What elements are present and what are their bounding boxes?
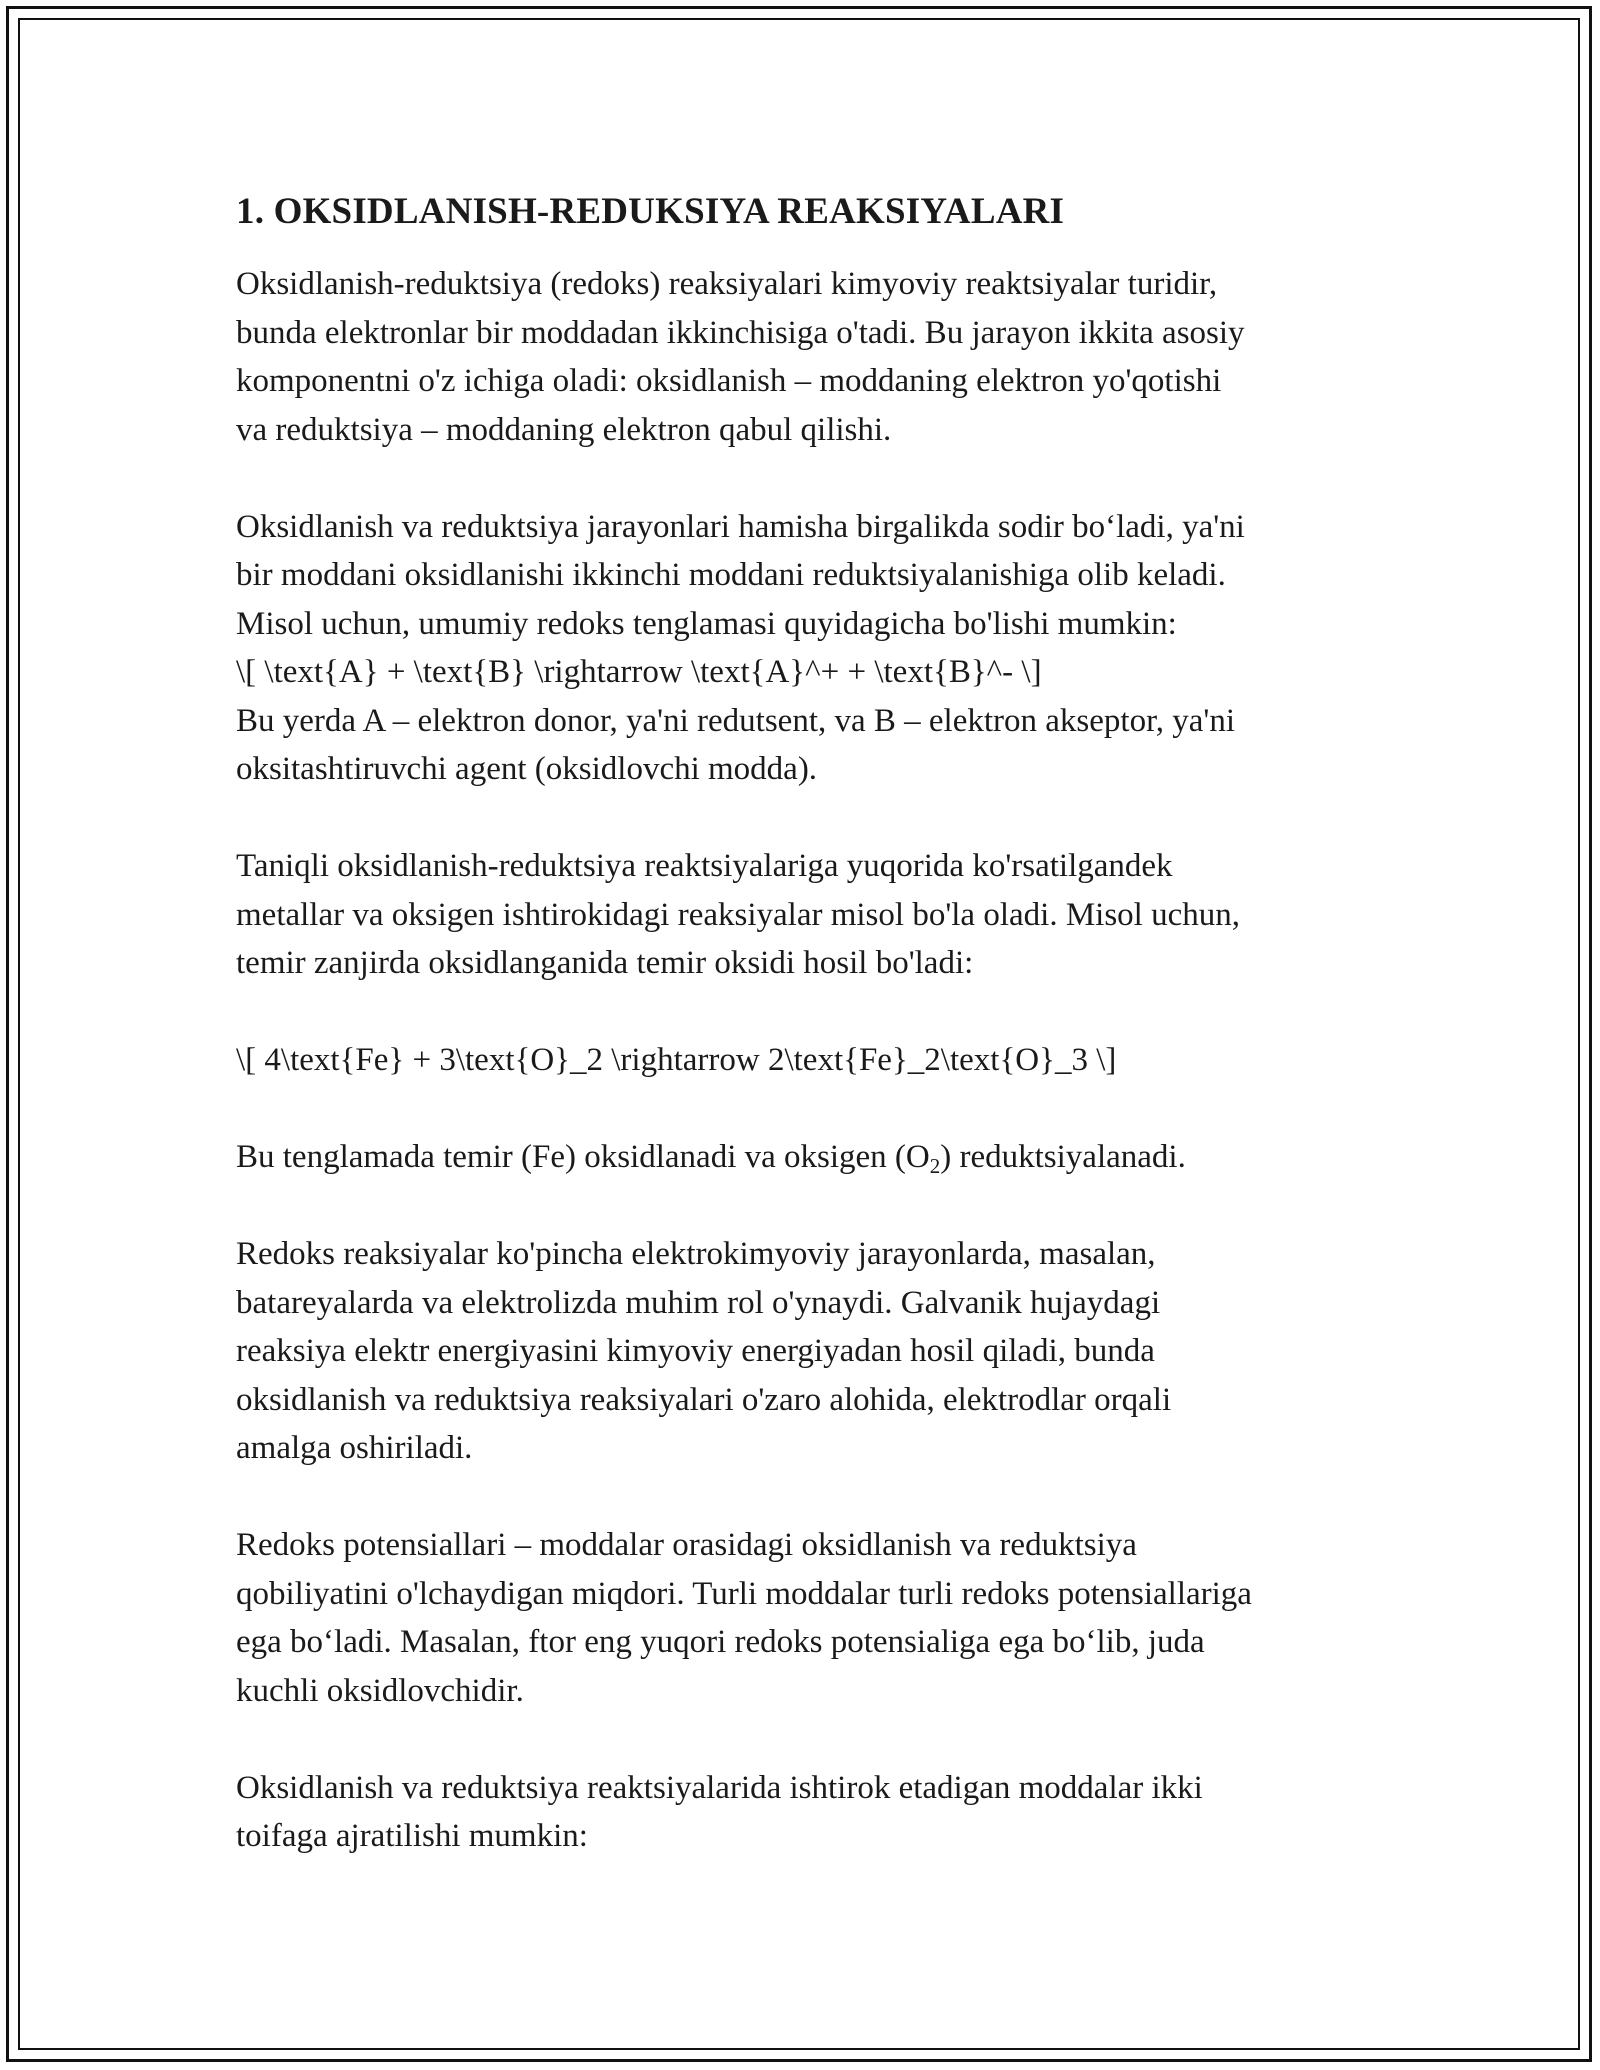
paragraph-gap xyxy=(236,1473,1386,1522)
paragraph-gap xyxy=(236,1085,1386,1134)
paragraph-gap xyxy=(236,988,1386,1037)
paragraph-redox-general: Oksidlanish va reduktsiya jarayonlari hamisha birgalikda sodir boʻladi, ya'ni bir moddani oksidlanishi ikkinchi moddani reduktsiyalanishiga olib keladi. Misol uchun, umumiy redoks tenglamasi quyidagicha bo'lishi mumkin: \[ \text{A} + \text{B} \rightarrow \text{A}^+ + \text{B}^- \] Bu yerda A – elektron donor, ya'ni redutsent, va B – elektron akseptor, ya'ni oksitashtiruvchi agent (oksidlovchi modda). xyxy=(236,508,1245,787)
section-title: 1. OKSIDLANISH-REDUKSIYA REAKSIYALARI xyxy=(236,191,1065,232)
o2-subscript: 2 xyxy=(929,1154,941,1178)
paragraph-gap xyxy=(236,454,1386,503)
o2-sentence-end: ) reduktsiyalanadi. xyxy=(940,1139,1186,1175)
paragraph-gap xyxy=(236,794,1386,843)
paragraph-redox-potentials: Redoks potensiallari – moddalar orasidagi oksidlanish va reduktsiya qobiliyatini o'lchaydigan miqdori. Turli moddalar turli redoks potensiallariga ega boʻladi. Masalan, ftor eng yuqori redoks potensialiga ega boʻlib, juda kuchli oksidlovchidir. xyxy=(236,1527,1252,1709)
o2-sentence-start: Bu tenglamada temir (Fe) oksidlanadi va oksigen (O xyxy=(236,1139,930,1175)
paragraph-two-categories: Oksidlanish va reduktsiya reaktsiyalarida ishtirok etadigan moddalar ikki toifaga ajratilishi mumkin: xyxy=(236,1769,1203,1854)
equation-iron-oxide: \[ 4\text{Fe} + 3\text{O}_2 \rightarrow 2\text{Fe}_2\text{O}_3 \] xyxy=(236,1042,1117,1078)
paragraph-electrochemistry: Redoks reaksiyalar ko'pincha elektrokimyoviy jarayonlarda, masalan, batareyalarda va elektrolizda muhim rol o'ynaydi. Galvanik hujaydagi reaksiya elektr energiyasini kimyoviy energiyadan hosil qiladi, bunda oksidlanish va reduktsiya reaksiyalari o'zaro alohida, elektrodlar orqali amalga oshiriladi. xyxy=(236,1236,1172,1466)
document-body xyxy=(236,182,1386,1861)
paragraph-intro: Oksidlanish-reduktsiya (redoks) reaksiyalari kimyoviy reaktsiyalar turidir, bunda elektronlar bir moddadan ikkinchisiga o'tadi. Bu jarayon ikkita asosiy komponentni o'z ichiga oladi: oksidlanish – moddaning elektron yo'qotishi va reduktsiya – moddaning elektron qabul qilishi. xyxy=(236,266,1245,448)
paragraph-iron-example: Taniqli oksidlanish-reduktsiya reaktsiyalariga yuqorida ko'rsatilgandek metallar va oksigen ishtirokidagi reaksiyalar misol bo'la oladi. Misol uchun, temir zanjirda oksidlanganida temir oksidi hosil bo'ladi: xyxy=(236,848,1240,981)
paragraph-gap xyxy=(236,1182,1386,1231)
paragraph-oxygen-reduction xyxy=(236,1133,1386,1182)
paragraph-gap xyxy=(236,1715,1386,1764)
